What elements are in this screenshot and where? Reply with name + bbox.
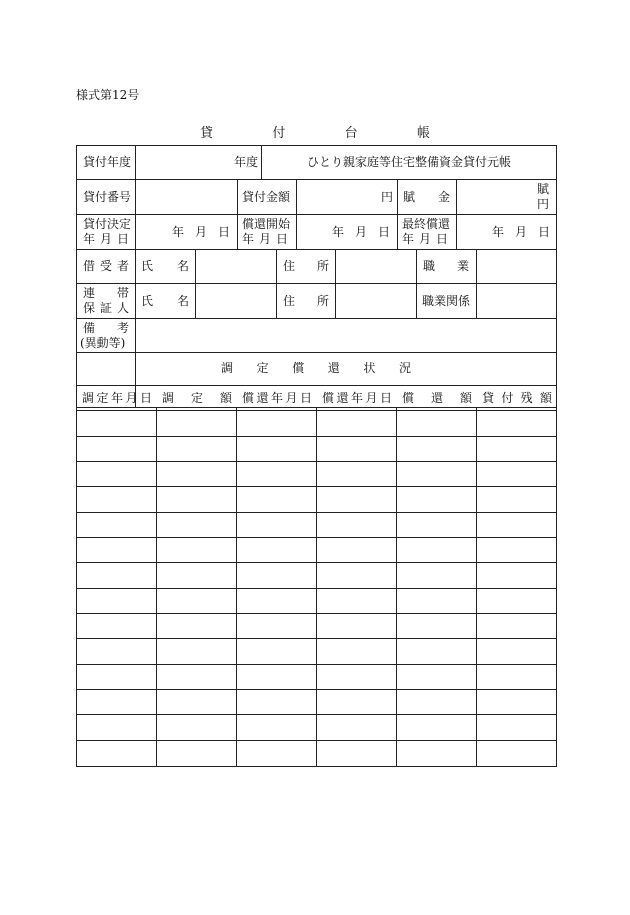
fund-name: ひとり親家庭等住宅整備資金貸付元帳 [307,155,512,169]
decision-date-label: 年 月 日 [83,232,129,246]
repay-start-date-units: 年 月 日 [332,225,390,239]
col-header-repay-date: 償 還 年 月 日 [242,391,312,405]
col-divider [276,249,277,318]
title-char: 台 [344,126,358,141]
borrower-occupation-label: 職 業 [423,259,469,273]
row-divider [77,318,556,319]
table-row [77,740,556,741]
col-divider [456,179,457,249]
table-row [77,638,556,639]
row-divider [77,214,556,215]
loan-year-unit: 年度 [234,155,259,169]
table-row [77,613,556,614]
table-row [77,689,556,690]
occupation-relation-label: 職業関係 [422,294,471,308]
col-divider [476,249,477,318]
table-row [77,410,556,411]
col-divider [237,179,238,249]
col-divider [135,179,136,249]
title-char: 付 [272,126,286,141]
remarks-sub-label: (異動等) [80,336,126,350]
levy-unit: 賦 [537,182,550,196]
repay-start-date-label: 年 月 日 [242,232,288,246]
col-divider [397,179,398,249]
document-title [200,122,430,141]
schedule-title: 調 定 償 還 状 況 [221,361,411,375]
levy-label: 賦 金 [403,190,450,204]
repay-start-label: 償還開始 [242,217,291,231]
row-divider [77,283,556,284]
loan-number-label: 貸付番号 [83,190,132,204]
table-row [77,664,556,665]
col-divider [416,249,417,318]
decision-date-units: 年 月 日 [172,225,230,239]
table-row [77,461,556,462]
col-divider [135,249,136,407]
col-header-balance: 貸 付 残 額 [482,391,552,405]
col-header-repay-amount: 償 還 額 [402,391,472,405]
col-header-adjust-date: 調 定 年 月 日 [82,391,152,405]
col-header-repay-date-2: 償 還 年 月 日 [322,391,392,405]
loan-ledger-table [76,145,557,767]
table-row [77,537,556,538]
final-repay-label: 最終償還 [402,217,451,231]
table-row [77,512,556,513]
row-divider [77,249,556,250]
col-divider [135,146,136,179]
loan-amount-label: 貸付金額 [242,190,291,204]
form-number: 様式第12号 [76,88,140,102]
guarantor-label-2: 保 証 人 [83,301,129,315]
row-divider [77,385,556,386]
table-row [77,588,556,589]
final-repay-date-units: 年 月 日 [492,225,550,239]
remarks-label: 備 考 [83,321,129,335]
title-char: 貸 [200,126,214,141]
loan-year-label: 貸付年度 [83,155,132,169]
guarantor-label: 連 帯 [83,286,129,300]
borrower-address-label: 住 所 [283,259,329,273]
table-row [77,486,556,487]
title-char: 帳 [416,126,430,141]
decision-label: 貸付決定 [83,217,132,231]
table-row [77,562,556,563]
row-divider [77,352,556,353]
levy-yen-unit: 円 [537,197,550,211]
borrower-name-label: 氏 名 [141,259,189,273]
col-divider [296,179,297,249]
table-row [77,436,556,437]
table-row [77,714,556,715]
guarantor-address-label: 住 所 [283,294,329,308]
guarantor-name-label: 氏 名 [141,294,189,308]
row-divider [77,179,556,180]
col-divider [335,249,336,318]
col-divider [195,249,196,318]
borrower-label: 借 受 者 [83,259,129,273]
final-repay-date-label: 年 月 日 [402,232,448,246]
yen-unit: 円 [381,190,394,204]
col-header-adjust-amount: 調 定 額 [162,391,232,405]
col-divider [261,146,262,179]
